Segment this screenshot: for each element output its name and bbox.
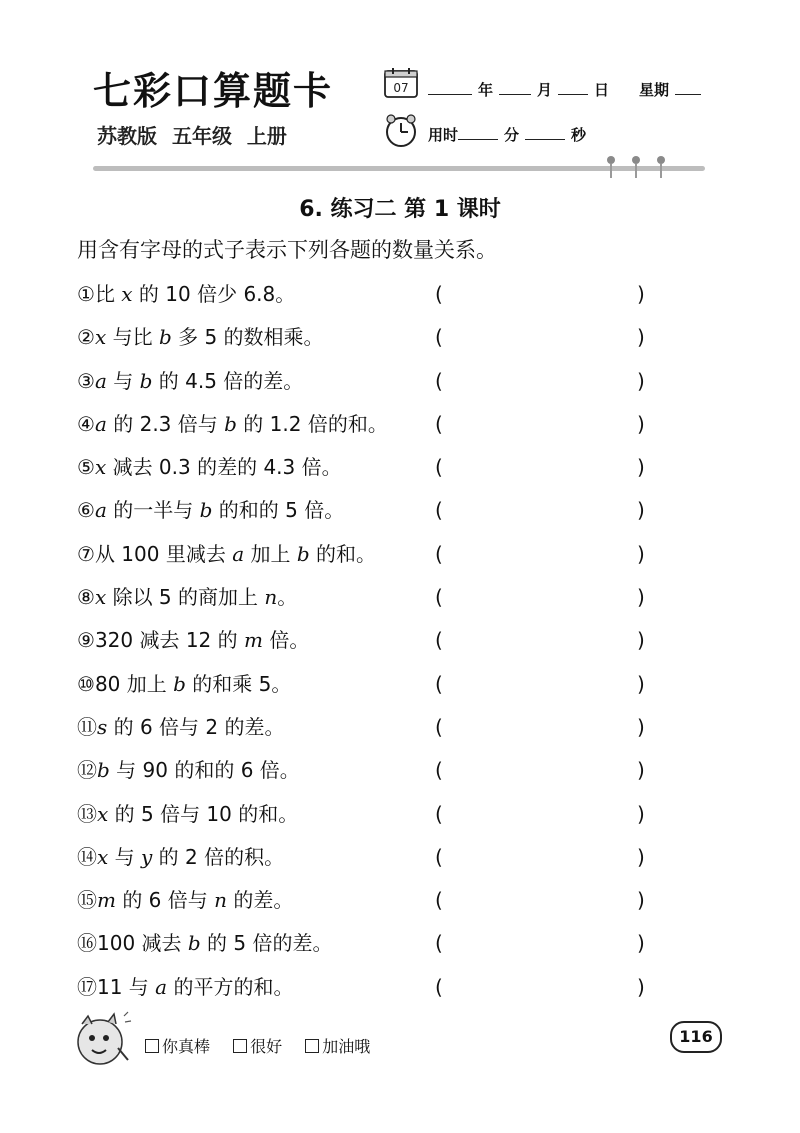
answer-paren-open[interactable]: ( — [435, 931, 443, 956]
question-segment: 的差。 — [227, 888, 294, 913]
clock-icon — [384, 114, 418, 148]
rating-option[interactable] — [305, 1037, 370, 1056]
answer-paren-close[interactable]: ) — [637, 801, 645, 826]
answer-paren-open[interactable]: ( — [435, 585, 443, 610]
calendar-number: 07 — [393, 81, 409, 95]
year-label: 年 — [478, 81, 494, 99]
question-segment: 的 2 倍的积。 — [152, 844, 285, 869]
question-text — [77, 800, 298, 828]
variable: n — [214, 888, 228, 913]
answer-paren-open[interactable]: ( — [435, 498, 443, 523]
answer-paren-close[interactable]: ) — [637, 411, 645, 436]
variable: a — [94, 368, 107, 393]
variable: m — [244, 628, 263, 653]
question-number: ⑬ — [77, 801, 97, 826]
question-text — [77, 453, 342, 481]
question-segment: 与 — [108, 844, 141, 869]
question-number: ③ — [77, 368, 95, 393]
answer-paren-open[interactable]: ( — [435, 888, 443, 913]
page-number: 116 — [670, 1021, 722, 1053]
question-item — [77, 670, 657, 713]
date-fill-line — [428, 79, 701, 100]
answer-paren-open[interactable]: ( — [435, 325, 443, 350]
question-number: ⑧ — [77, 585, 95, 610]
weekday-label: 星期 — [639, 81, 670, 99]
answer-paren-open[interactable]: ( — [435, 628, 443, 653]
question-segment: 100 减去 — [97, 931, 188, 956]
answer-paren-open[interactable]: ( — [435, 282, 443, 306]
month-blank[interactable] — [499, 82, 531, 95]
variable: b — [158, 325, 172, 350]
question-item — [77, 453, 657, 496]
answer-paren-close[interactable]: ) — [637, 325, 645, 350]
question-number: ⑦ — [77, 541, 95, 566]
question-text — [77, 886, 293, 914]
question-segment: 的 1.2 倍的和。 — [236, 411, 388, 436]
variable: a — [155, 974, 168, 999]
question-segment: 80 加上 — [94, 671, 174, 696]
binder-pin — [609, 156, 613, 180]
edition-label: 苏教版 五年级 上册 — [97, 124, 287, 148]
answer-paren-close[interactable]: ) — [637, 844, 645, 869]
question-number: ⑪ — [77, 714, 97, 739]
variable: n — [264, 585, 278, 610]
question-segment: 的和的 5 倍。 — [212, 498, 345, 523]
question-text — [77, 626, 309, 654]
question-text — [77, 973, 293, 1001]
question-item — [77, 540, 657, 583]
question-item — [77, 843, 657, 886]
variable: a — [94, 411, 107, 436]
question-segment: 的和乘 5。 — [185, 671, 292, 696]
variable: b — [296, 541, 310, 566]
time-used-label: 用时 — [428, 126, 459, 144]
question-number: ⑫ — [77, 758, 97, 783]
question-segment: 11 与 — [97, 974, 156, 999]
mascot-illustration — [70, 1008, 132, 1072]
question-number: ④ — [77, 411, 95, 436]
answer-paren-close[interactable]: ) — [637, 758, 645, 783]
rating-option[interactable] — [145, 1037, 210, 1056]
minutes-blank[interactable] — [458, 127, 498, 140]
month-label: 月 — [537, 81, 553, 99]
question-segment: 的 4.5 倍的差。 — [152, 368, 304, 393]
self-rating — [145, 1034, 388, 1057]
answer-paren-close[interactable]: ) — [637, 541, 645, 566]
variable: b — [97, 758, 110, 783]
answer-paren-open[interactable]: ( — [435, 974, 443, 999]
answer-paren-close[interactable]: ) — [637, 455, 645, 480]
answer-paren-open[interactable]: ( — [435, 671, 443, 696]
question-segment: 320 减去 12 的 — [94, 628, 244, 653]
question-number: ⑮ — [77, 888, 97, 913]
question-segment: 的 10 倍少 6.8。 — [132, 282, 296, 306]
question-text — [77, 496, 344, 524]
calendar-icon — [384, 68, 418, 98]
question-text — [77, 583, 297, 611]
checkbox-icon[interactable] — [145, 1039, 159, 1053]
question-text — [77, 756, 300, 784]
question-text — [77, 670, 291, 698]
answer-paren-close[interactable]: ) — [637, 974, 645, 999]
question-segment: 除以 5 的商加上 — [106, 585, 265, 610]
question-segment: 与 90 的和的 6 倍。 — [109, 758, 300, 783]
minutes-label: 分 — [504, 126, 520, 144]
answer-paren-open[interactable]: ( — [435, 758, 443, 783]
day-blank[interactable] — [558, 82, 588, 95]
variable: a — [232, 541, 245, 566]
variable: x — [97, 844, 109, 869]
question-item — [77, 496, 657, 539]
answer-paren-open[interactable]: ( — [435, 801, 443, 826]
answer-paren-open[interactable]: ( — [435, 714, 443, 739]
answer-paren-open[interactable]: ( — [435, 368, 443, 393]
question-segment: 倍。 — [262, 628, 310, 653]
question-segment: 与 — [106, 368, 140, 393]
answer-paren-open[interactable]: ( — [435, 411, 443, 436]
question-segment: 加上 — [244, 541, 297, 566]
question-text — [77, 410, 388, 438]
answer-paren-close[interactable]: ) — [637, 671, 645, 696]
question-segment: 的和。 — [309, 541, 377, 566]
question-item — [77, 410, 657, 453]
answer-paren-close[interactable]: ) — [637, 714, 645, 739]
answer-paren-open[interactable]: ( — [435, 541, 443, 566]
question-item — [77, 929, 657, 972]
answer-paren-open[interactable]: ( — [435, 844, 443, 869]
question-segment: 的 5 倍的差。 — [200, 931, 333, 956]
variable: b — [139, 368, 153, 393]
weekday-blank[interactable] — [675, 82, 701, 95]
seconds-label: 秒 — [571, 126, 587, 144]
question-text — [77, 323, 324, 351]
question-number: ⑨ — [77, 628, 95, 653]
checkbox-icon[interactable] — [305, 1039, 319, 1053]
question-segment: 从 100 里减去 — [94, 541, 233, 566]
rating-label: 你真棒 — [162, 1037, 211, 1056]
variable: b — [173, 671, 186, 696]
variable: y — [141, 844, 153, 869]
brand-title: 七彩口算题卡 — [93, 68, 334, 113]
variable: b — [187, 931, 201, 956]
question-segment: 的 5 倍与 10 的和。 — [108, 801, 299, 826]
answer-paren-close[interactable]: ) — [637, 368, 645, 393]
question-segment: 减去 0.3 的差的 4.3 倍。 — [106, 455, 342, 480]
question-number: ⑭ — [77, 844, 97, 869]
day-label: 日 — [594, 81, 610, 99]
question-text — [77, 929, 333, 957]
rating-option[interactable] — [233, 1037, 282, 1056]
question-number: ⑯ — [77, 931, 97, 956]
variable: x — [121, 282, 133, 306]
answer-paren-close[interactable]: ) — [637, 628, 645, 653]
question-item — [77, 280, 657, 323]
year-blank[interactable] — [428, 82, 472, 95]
answer-paren-close[interactable]: ) — [637, 888, 645, 913]
question-item — [77, 626, 657, 669]
question-segment: 的 6 倍与 2 的差。 — [107, 714, 285, 739]
question-text — [77, 280, 295, 308]
question-number: ② — [77, 325, 95, 350]
question-item — [77, 583, 657, 626]
question-number: ⑥ — [77, 498, 95, 523]
variable: a — [94, 498, 107, 523]
answer-paren-close[interactable]: ) — [637, 931, 645, 956]
answer-paren-close[interactable]: ) — [637, 585, 645, 610]
instruction-text: 用含有字母的式子表示下列各题的数量关系。 — [77, 238, 497, 262]
question-segment: 比 — [94, 282, 122, 306]
question-text — [77, 367, 303, 395]
question-item — [77, 886, 657, 929]
question-segment: 的 2.3 倍与 — [106, 411, 225, 436]
rating-label: 加油哦 — [322, 1037, 371, 1056]
variable: x — [97, 801, 109, 826]
header-divider — [93, 166, 705, 171]
variable: m — [97, 888, 116, 913]
question-segment: 的 6 倍与 — [115, 888, 215, 913]
question-item — [77, 756, 657, 799]
question-item — [77, 973, 657, 1016]
question-segment: 的一半与 — [106, 498, 200, 523]
checkbox-icon[interactable] — [233, 1039, 247, 1053]
lesson-title: 6. 练习二 第 1 课时 — [299, 197, 501, 222]
question-list — [77, 280, 657, 1016]
variable: b — [199, 498, 213, 523]
seconds-blank[interactable] — [525, 127, 565, 140]
answer-paren-close[interactable]: ) — [637, 282, 645, 306]
question-number: ⑩ — [77, 671, 95, 696]
question-text — [77, 540, 376, 568]
question-number: ⑤ — [77, 455, 95, 480]
variable: x — [94, 325, 107, 350]
time-fill-line — [428, 124, 592, 145]
question-segment: 。 — [277, 585, 298, 610]
question-number: ⑰ — [77, 974, 97, 999]
question-number: ① — [77, 282, 95, 306]
question-item — [77, 800, 657, 843]
question-item — [77, 367, 657, 410]
question-text — [77, 713, 285, 741]
question-segment: 与比 — [106, 325, 159, 350]
answer-paren-open[interactable]: ( — [435, 455, 443, 480]
question-text — [77, 843, 284, 871]
question-segment: 的平方的和。 — [167, 974, 294, 999]
binder-pin — [659, 156, 663, 180]
answer-paren-close[interactable]: ) — [637, 498, 645, 523]
question-segment: 多 5 的数相乘。 — [171, 325, 324, 350]
question-item — [77, 713, 657, 756]
variable: x — [94, 455, 107, 480]
binder-pin — [634, 156, 638, 180]
variable: x — [94, 585, 107, 610]
rating-label: 很好 — [250, 1037, 283, 1056]
variable: b — [224, 411, 237, 436]
variable: s — [97, 714, 108, 739]
question-item — [77, 323, 657, 366]
